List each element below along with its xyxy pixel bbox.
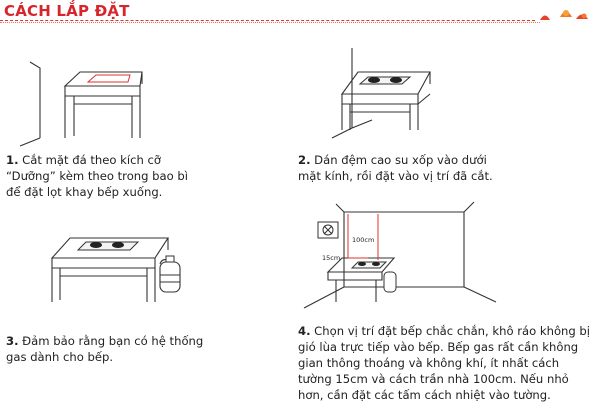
step-1-number: 1. — [6, 153, 19, 167]
step-3-number: 3. — [6, 334, 19, 348]
step-2-text — [298, 152, 498, 184]
decorative-dots-icon — [512, 6, 592, 22]
step-4-number: 4. — [298, 324, 311, 338]
step2-illustration — [310, 38, 510, 148]
step4-illustration — [296, 192, 506, 310]
step-4-description: Chọn vị trí đặt bếp chắc chắn, khô ráo không bị gió lùa trực tiếp vào bếp. Bếp gas rất cần không gian thông thoáng và không khí, ít nhất cách tường 15cm và cách trần nhà 100cm. Nếu nhỏ hơn, cần đặt các tấm cách nhiệt vào tường. — [298, 324, 591, 402]
header-divider — [0, 20, 535, 21]
step-1-description: Cắt mặt đá theo kích cỡ “Dưỡng” kèm theo trong bao bì để đặt lọt khay bếp xuống. — [6, 153, 189, 199]
step-3-text — [6, 333, 206, 365]
step3-illustration — [10, 220, 210, 320]
step-2-number: 2. — [298, 153, 311, 167]
step-3-description: Đảm bảo rằng bạn có hệ thống gas dành cho bếp. — [6, 334, 204, 364]
step1-illustration — [10, 38, 210, 148]
section-header — [0, 0, 600, 24]
height-clearance-label: 100cm — [352, 236, 375, 244]
side-clearance-label: 15cm — [322, 254, 341, 262]
page-title: CÁCH LẮP ĐẶT — [4, 2, 130, 20]
step-4-text — [298, 323, 594, 403]
step-1-text — [6, 152, 206, 200]
step-2-description: Dán đệm cao su xốp vào dưới mặt kính, rồi đặt vào vị trí đã cắt. — [298, 153, 493, 183]
header-divider-dotted — [0, 22, 540, 23]
